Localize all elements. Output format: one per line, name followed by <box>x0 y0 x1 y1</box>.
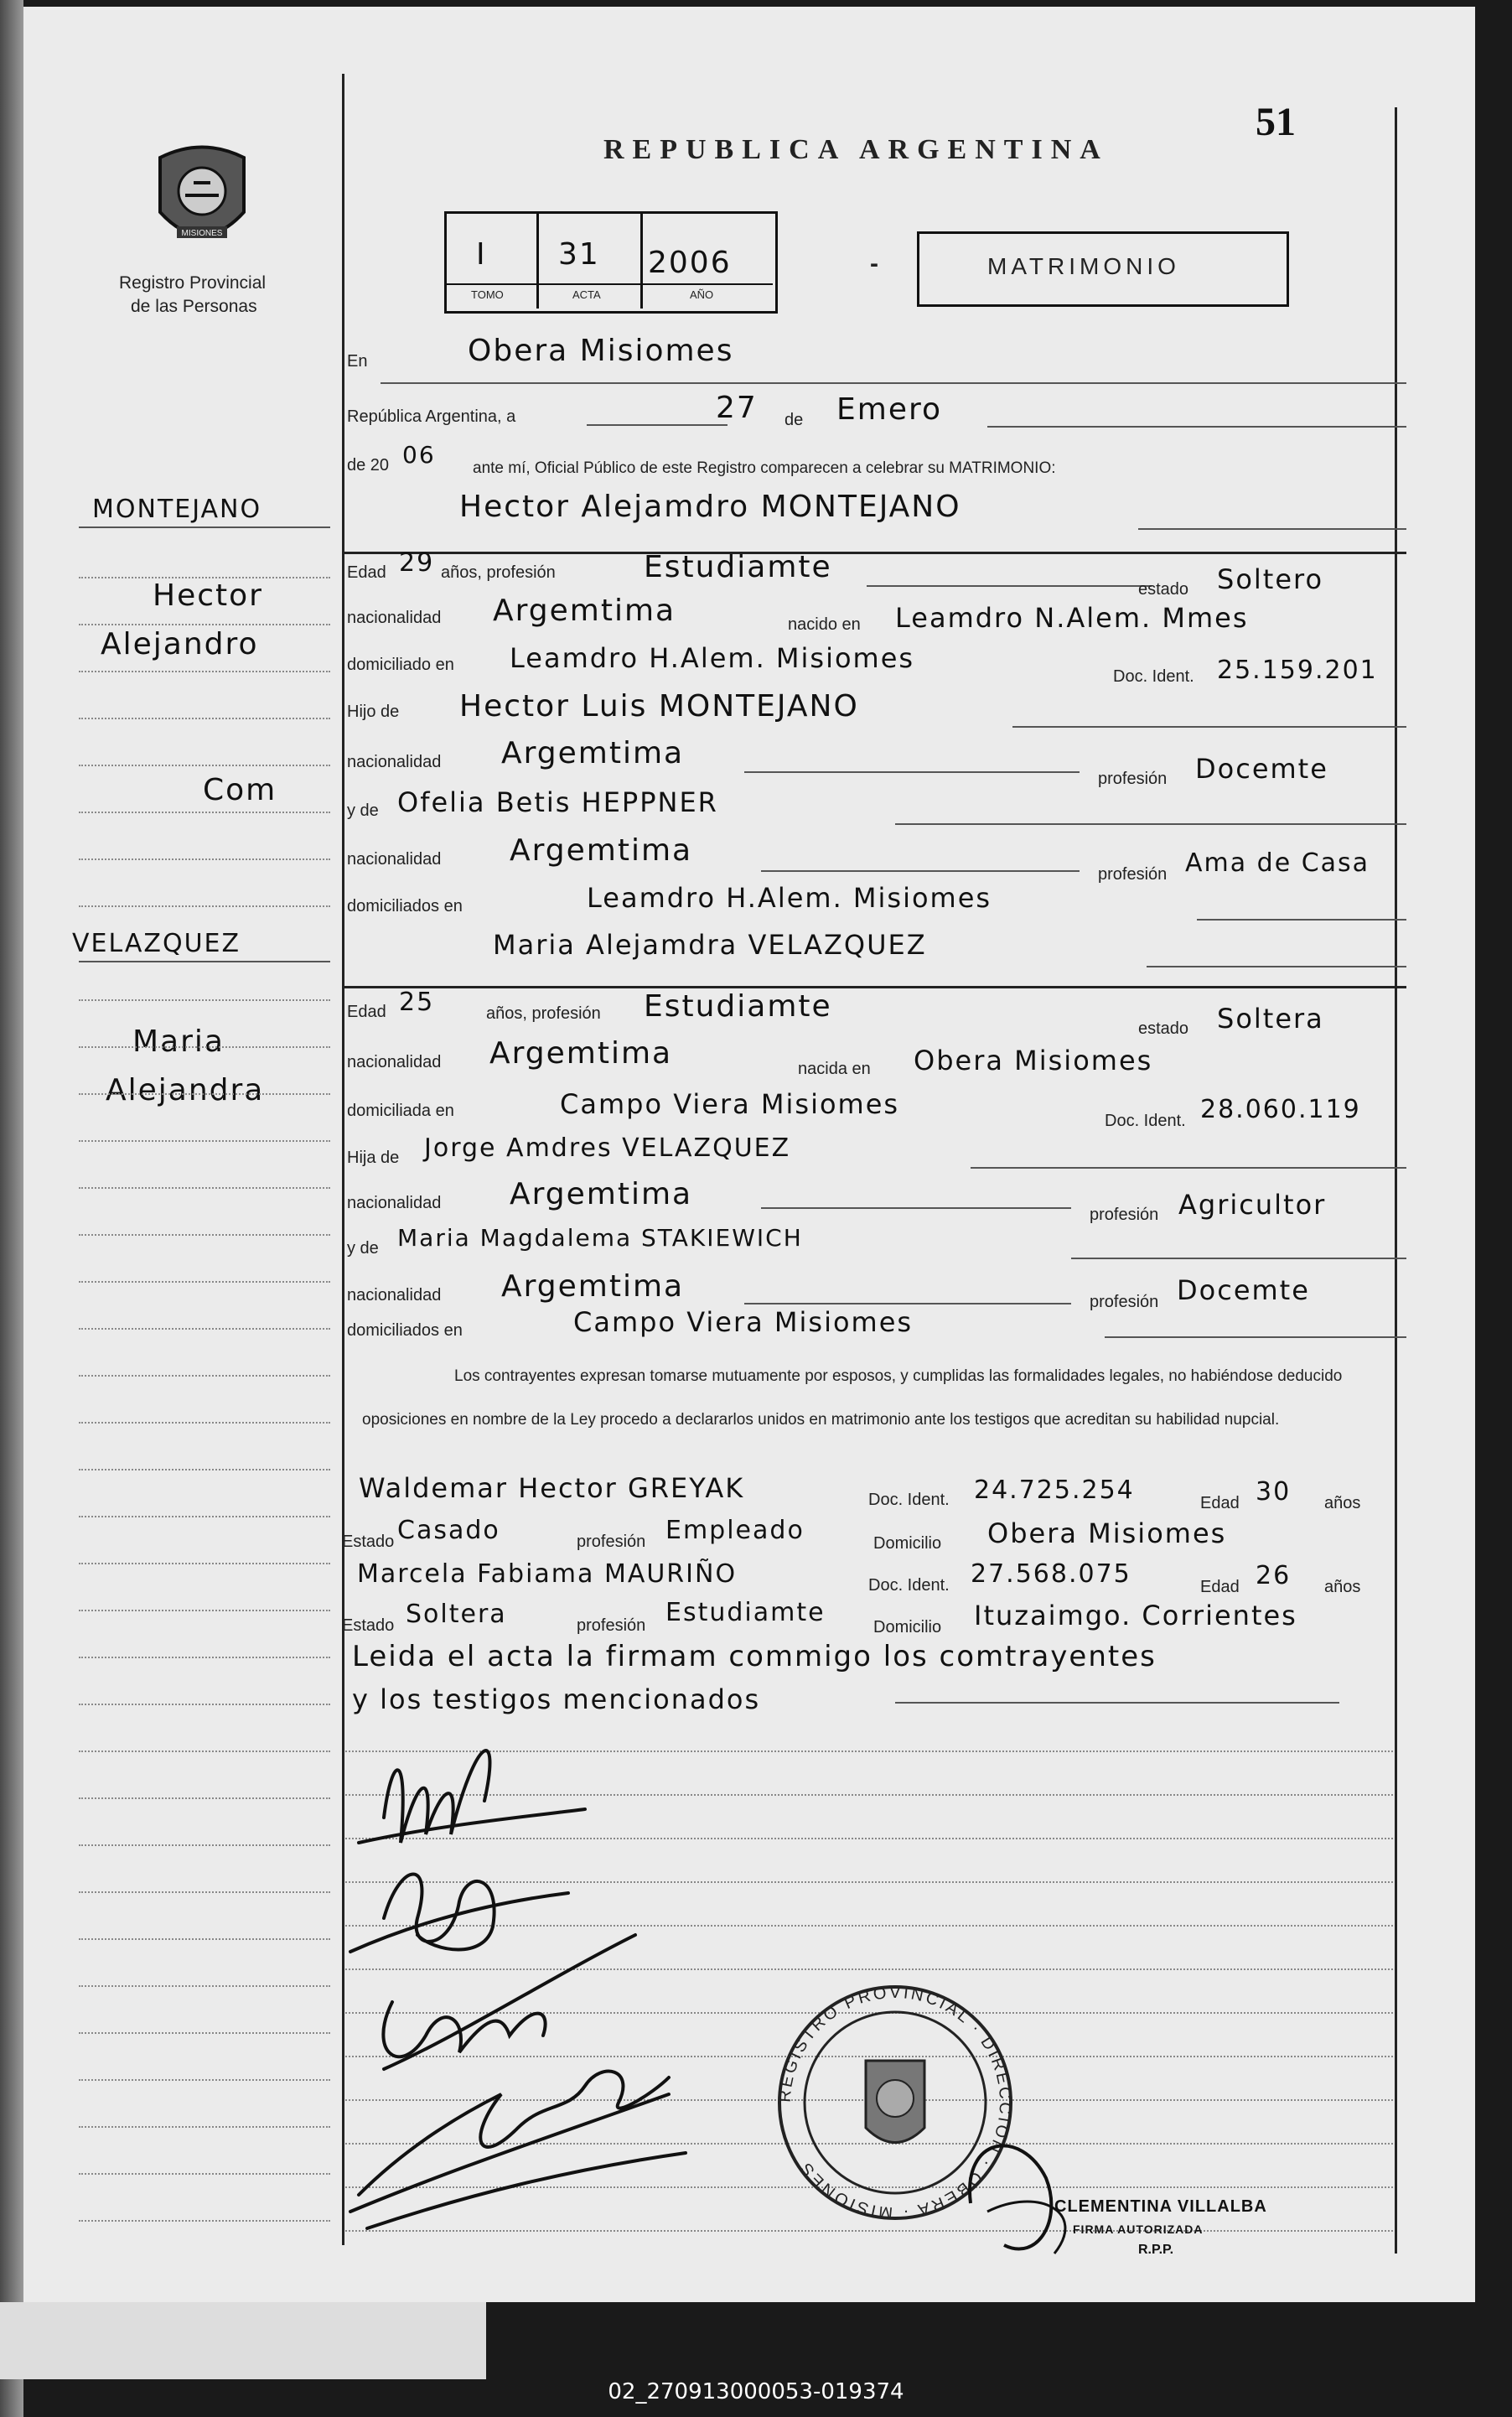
groom-edad-label: Edad <box>347 563 386 582</box>
witness-2-prof-label: profesión <box>577 1616 646 1635</box>
witness-1-profession: Empleado <box>665 1516 805 1545</box>
ruled-line <box>79 1797 330 1799</box>
ruled-line <box>79 1234 330 1236</box>
groom-parents-address: Leamdro H.Alem. Misiomes <box>587 882 992 914</box>
ruled-line <box>79 858 330 860</box>
bride-doc-label: Doc. Ident. <box>1105 1112 1186 1130</box>
groom-address: Leamdro H.Alem. Misiomes <box>510 642 915 674</box>
witness-2-edad-label: Edad <box>1200 1578 1240 1596</box>
bride-parents-dom-label: domiciliados en <box>347 1321 463 1340</box>
bride-parents-address: Campo Viera Misiomes <box>573 1306 914 1338</box>
ruled-line <box>79 1751 330 1752</box>
registry-name-line2: de las Personas <box>131 297 257 316</box>
bride-father-prof-label: profesión <box>1090 1206 1159 1224</box>
witness-2-civil: Soltera <box>406 1600 507 1629</box>
margin-bride-surname: VELAZQUEZ <box>72 929 241 958</box>
witness-2-dom-label: Domicilio <box>873 1618 942 1636</box>
book-spine <box>0 0 23 2417</box>
registry-name-line1: Registro Provincial <box>119 273 267 293</box>
ruled-line <box>79 2126 330 2128</box>
witness-2-anos-label: años <box>1324 1578 1361 1596</box>
ruled-line <box>79 624 330 625</box>
groom-full-name: Hector Alejamdro MONTEJANO <box>459 490 961 524</box>
document-type: MATRIMONIO <box>987 253 1180 279</box>
svg-text:MISIONES: MISIONES <box>181 229 223 238</box>
witness-1-domicile: Obera Misiomes <box>987 1517 1227 1549</box>
witness-1-dom-label: Domicilio <box>873 1534 942 1553</box>
margin-connector: Com <box>203 773 277 807</box>
ruled-line <box>79 671 330 672</box>
republica-label: República Argentina, a <box>347 407 516 426</box>
ruled-line <box>79 1704 330 1705</box>
groom-profession: Estudiamte <box>644 550 832 584</box>
groom-mother-nat-label: nacionalidad <box>347 850 442 869</box>
groom-father-nationality: Argemtima <box>501 736 685 770</box>
tomo-label: TOMO <box>471 288 504 301</box>
acta-label: ACTA <box>572 288 601 301</box>
groom-nacido-label: nacido en <box>788 615 861 634</box>
bride-father-nat-label: nacionalidad <box>347 1194 442 1212</box>
groom-mother-prof-label: profesión <box>1098 865 1168 884</box>
groom-doc: 25.159.201 <box>1217 656 1378 685</box>
svg-text:FIRMA AUTORIZADA: FIRMA AUTORIZADA <box>1073 2222 1204 2236</box>
witness-2-estado-label: Estado <box>342 1616 395 1635</box>
groom-father-nat-label: nacionalidad <box>347 753 442 771</box>
groom-civil-state: Soltero <box>1217 563 1324 595</box>
witness-1-civil: Casado <box>397 1516 500 1545</box>
ruled-line <box>79 577 330 578</box>
ruled-line <box>79 1187 330 1189</box>
place: Obera Misiomes <box>468 334 734 368</box>
ruled-line <box>79 2220 330 2222</box>
groom-mother-nationality: Argemtima <box>510 833 693 868</box>
ruled-line <box>79 1563 330 1564</box>
bride-father: Jorge Amdres VELAZQUEZ <box>424 1133 791 1163</box>
ruled-line <box>79 1422 330 1424</box>
groom-y-de-label: y de <box>347 801 379 820</box>
ruled-line <box>79 999 330 1001</box>
bride-civil-state: Soltera <box>1217 1003 1324 1035</box>
ruled-line <box>79 1046 330 1048</box>
witness-2-doc: 27.568.075 <box>971 1559 1131 1589</box>
witness-1-age: 30 <box>1256 1477 1292 1507</box>
ruled-line <box>79 1328 330 1330</box>
header-dash: - <box>870 250 878 277</box>
witness-2-profession: Estudiamte <box>665 1598 826 1627</box>
ruled-line <box>79 718 330 719</box>
groom-age: 29 <box>399 548 435 578</box>
year-suffix: 06 <box>402 441 436 469</box>
year-prefix: de 20 <box>347 456 390 475</box>
witness-2-name: Marcela Fabiama MAURIÑO <box>357 1559 738 1589</box>
bride-nacida-label: nacida en <box>798 1060 871 1078</box>
bride-nationality: Argemtima <box>489 1036 673 1071</box>
ruled-line <box>79 1891 330 1893</box>
ruled-line <box>79 1938 330 1940</box>
groom-mother: Ofelia Betis HEPPNER <box>397 786 718 818</box>
bride-nat-label: nacionalidad <box>347 1053 442 1071</box>
bride-father-nationality: Argemtima <box>510 1177 693 1211</box>
ruled-line <box>79 1844 330 1846</box>
signatures-icon <box>334 1700 736 2237</box>
declaration-text: Los contrayentes expresan tomarse mutuamente por esposos, y cumplidas las formalidades legales, no habiéndose deducido oposiciones en nombre de la Ley procedo a declararlos unidos en matrimonio ante los testigos que acreditan su habilidad nupcial. <box>362 1367 1343 1429</box>
witness-1-anos-label: años <box>1324 1494 1361 1512</box>
bride-profession: Estudiamte <box>644 989 832 1024</box>
groom-nationality: Argemtima <box>493 594 676 628</box>
de-label: de <box>784 411 804 429</box>
ruled-line <box>79 2173 330 2175</box>
svg-text:REGISTRO PROVINCIAL · DIRECCIO: REGISTRO PROVINCIAL · DIRECCION · OBERA · MISIONES <box>775 1983 1015 2222</box>
witness-1-prof-label: profesión <box>577 1533 646 1551</box>
margin-groom-name-2: Alejandro <box>101 627 259 661</box>
svg-text:R.P.P.: R.P.P. <box>1138 2243 1174 2257</box>
witness-1-doc-label: Doc. Ident. <box>868 1491 950 1509</box>
ruled-line <box>79 1140 330 1142</box>
cell-label-divider <box>447 283 773 285</box>
ruled-line <box>79 1610 330 1611</box>
bride-doc: 28.060.119 <box>1200 1095 1361 1124</box>
ruled-line <box>79 812 330 813</box>
witness-2-age: 26 <box>1256 1561 1292 1590</box>
margin-bride-name-2: Alejandra <box>106 1073 265 1107</box>
groom-father-prof-label: profesión <box>1098 770 1168 788</box>
groom-mother-profession: Ama de Casa <box>1185 848 1370 878</box>
margin-bride-name-1: Maria <box>132 1024 225 1059</box>
bride-estado-label: estado <box>1138 1019 1189 1038</box>
bride-edad-label: Edad <box>347 1003 386 1021</box>
registry-seal-icon <box>148 132 256 258</box>
ruled-line <box>79 2079 330 2081</box>
intro-statement: ante mí, Oficial Público de este Registro comparecen a celebrar su MATRIMONIO: <box>473 459 1056 477</box>
witness-2-doc-label: Doc. Ident. <box>868 1576 950 1595</box>
bride-full-name: Maria Alejamdra VELAZQUEZ <box>493 929 927 961</box>
bride-dom-label: domiciliada en <box>347 1102 454 1120</box>
bride-age: 25 <box>399 988 435 1017</box>
ruled-line <box>79 1985 330 1987</box>
page-number: 51 <box>1256 100 1296 144</box>
groom-father: Hector Luis MONTEJANO <box>459 689 859 724</box>
ruled-line <box>79 1093 330 1095</box>
ruled-line <box>79 1516 330 1517</box>
groom-hijo-label: Hijo de <box>347 703 400 721</box>
background-desk <box>0 2302 486 2379</box>
witness-1-estado-label: Estado <box>342 1533 395 1551</box>
bride-father-profession: Agricultor <box>1178 1189 1327 1221</box>
right-border <box>1395 107 1397 2254</box>
groom-parents-dom-label: domiciliados en <box>347 897 463 915</box>
ruled-line <box>79 1657 330 1658</box>
witness-1-name: Waldemar Hector GREYAK <box>359 1472 745 1504</box>
ruled-line <box>79 2032 330 2034</box>
bride-mother-prof-label: profesión <box>1090 1293 1159 1311</box>
ruled-line <box>79 905 330 907</box>
bride-y-de-label: y de <box>347 1239 379 1258</box>
bride-profesion-label: años, profesión <box>486 1004 601 1023</box>
acta-value: 31 <box>558 237 600 272</box>
groom-estado-label: estado <box>1138 580 1189 599</box>
witness-2-domicile: Ituzaimgo. Corrientes <box>974 1600 1297 1631</box>
ruled-line <box>79 765 330 766</box>
groom-birthplace: Leamdro N.Alem. Mmes <box>895 602 1249 634</box>
groom-doc-label: Doc. Ident. <box>1113 667 1194 686</box>
bride-address: Campo Viera Misiomes <box>560 1088 900 1120</box>
margin-groom-surname: MONTEJANO <box>92 495 262 524</box>
bride-mother-nat-label: nacionalidad <box>347 1286 442 1304</box>
groom-profesion-label: años, profesión <box>441 563 556 582</box>
month: Emero <box>836 392 942 427</box>
bride-hija-label: Hija de <box>347 1149 400 1167</box>
day: 27 <box>716 391 758 425</box>
groom-dom-label: domiciliado en <box>347 656 454 674</box>
groom-nat-label: nacionalidad <box>347 609 442 627</box>
tomo-value: I <box>476 237 487 272</box>
closing-line-1: Leida el acta la firmam commigo los comtrayentes <box>352 1640 1157 1673</box>
closing-line-2: y los testigos mencionados <box>352 1683 761 1715</box>
cell-divider <box>536 213 539 309</box>
official-stamp-icon <box>769 1935 1373 2287</box>
ruled-line <box>79 1281 330 1283</box>
image-caption: 02_270913000053-019374 <box>608 2379 904 2404</box>
witness-1-doc: 24.725.254 <box>974 1476 1135 1505</box>
margin-groom-name-1: Hector <box>153 578 263 613</box>
ano-value: 2006 <box>648 246 732 280</box>
bride-mother: Maria Magdalema STAKIEWICH <box>397 1224 803 1252</box>
cell-divider <box>640 213 643 309</box>
ruled-line <box>79 1375 330 1377</box>
svg-text:CLEMENTINA VILLALBA: CLEMENTINA VILLALBA <box>1054 2197 1267 2216</box>
document-page <box>23 7 1475 2302</box>
bride-mother-profession: Docemte <box>1177 1274 1310 1306</box>
ruled-line <box>79 1469 330 1470</box>
country-title: REPUBLICA ARGENTINA <box>603 134 1109 165</box>
en-label: En <box>347 352 368 371</box>
witness-1-edad-label: Edad <box>1200 1494 1240 1512</box>
bride-mother-nationality: Argemtima <box>501 1269 685 1304</box>
bride-birthplace: Obera Misiomes <box>914 1045 1153 1076</box>
ano-label: AÑO <box>690 288 714 301</box>
groom-father-profession: Docemte <box>1195 753 1328 785</box>
